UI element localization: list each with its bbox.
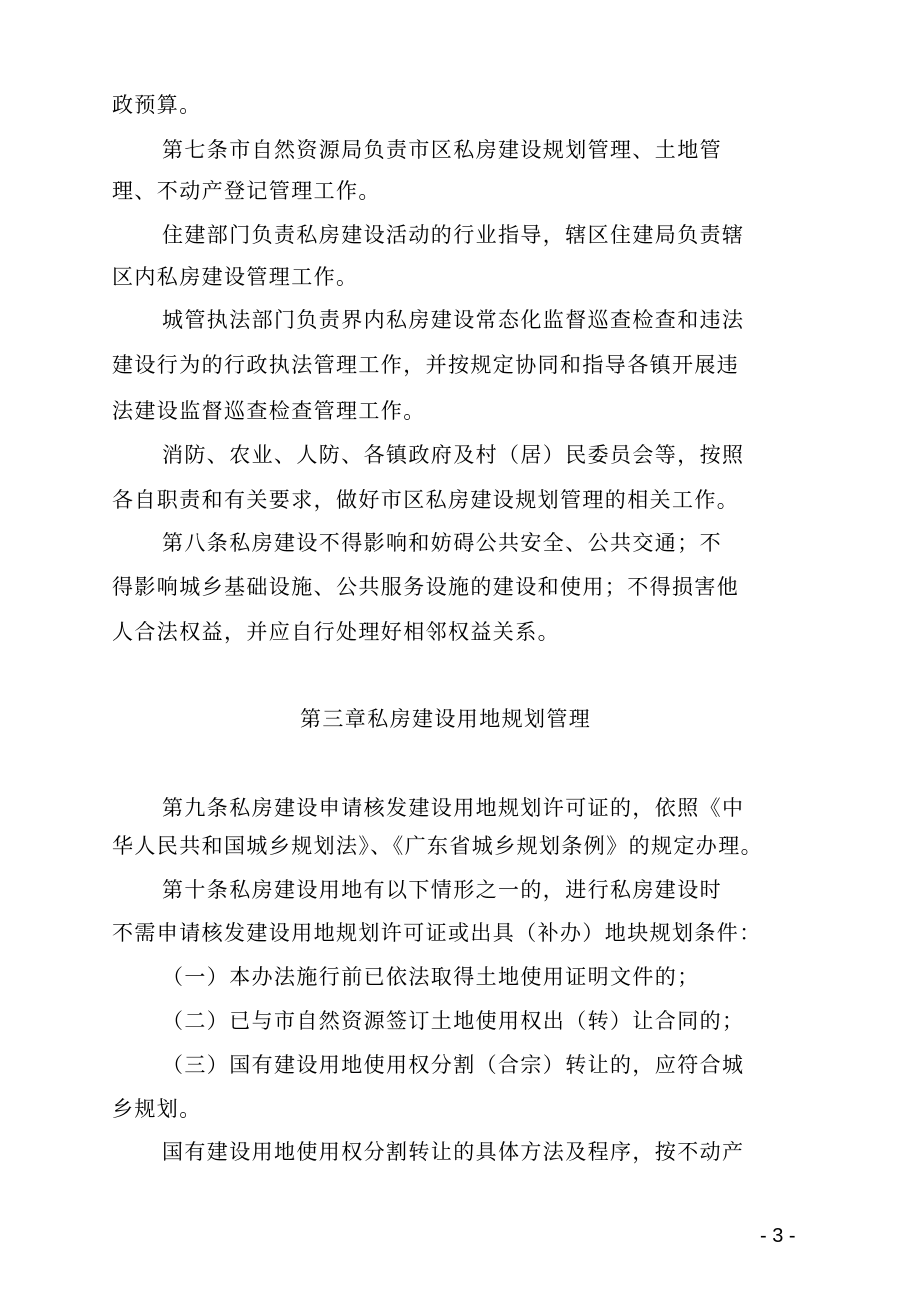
list-item: （二）已与市自然资源签订土地使用权出（转）让合同的； xyxy=(162,1009,745,1033)
text-line: 华人民共和国城乡规划法》、《广东省城乡规划条例》的规定办理。 xyxy=(112,834,763,858)
text-line: 城管执法部门负责界内私房建设常态化监督巡查检查和违法 xyxy=(162,308,745,332)
text-line: 人合法权益，并应自行处理好相邻权益关系。 xyxy=(112,620,560,644)
text-line: 消防、农业、人防、各镇政府及村（居）民委员会等，按照 xyxy=(162,443,745,467)
text-line: 国有建设用地使用权分割转让的具体方法及程序，按不动产 xyxy=(162,1140,745,1164)
text-line: 第十条私房建设用地有以下情形之一的，进行私房建设时 xyxy=(162,878,722,902)
text-line: 得影响城乡基础设施、公共服务设施的建设和使用；不得损害他 xyxy=(112,575,740,599)
text-line: 区内私房建设管理工作。 xyxy=(112,265,359,289)
chapter-heading: 第三章私房建设用地规划管理 xyxy=(300,707,592,731)
text-line: 乡规划。 xyxy=(112,1097,202,1121)
text-line: 各自职责和有关要求，做好市区私房建设规划管理的相关工作。 xyxy=(112,488,740,512)
text-line: 理、不动产登记管理工作。 xyxy=(112,179,381,203)
page-number: - 3 - xyxy=(760,1225,796,1247)
text-line: 第七条市自然资源局负责市区私房建设规划管理、土地管 xyxy=(162,138,722,162)
text-line: 政预算。 xyxy=(112,93,202,117)
text-line: 不需申请核发建设用地规划许可证或出具（补办）地块规划条件： xyxy=(112,921,762,945)
text-line: 法建设监督巡查检查管理工作。 xyxy=(112,399,426,423)
text-line: 住建部门负责私房建设活动的行业指导，辖区住建局负责辖 xyxy=(162,223,745,247)
text-line: 第九条私房建设申请核发建设用地规划许可证的，依照《中 xyxy=(162,796,745,820)
text-line: 建设行为的行政执法管理工作，并按规定协同和指导各镇开展违 xyxy=(112,353,740,377)
list-item: （一）本办法施行前已依法取得土地使用证明文件的； xyxy=(162,965,700,989)
text-line: 第八条私房建设不得影响和妨碍公共安全、公共交通；不 xyxy=(162,531,722,555)
list-item: （三）国有建设用地使用权分割（合宗）转让的，应符合城 xyxy=(162,1053,745,1077)
